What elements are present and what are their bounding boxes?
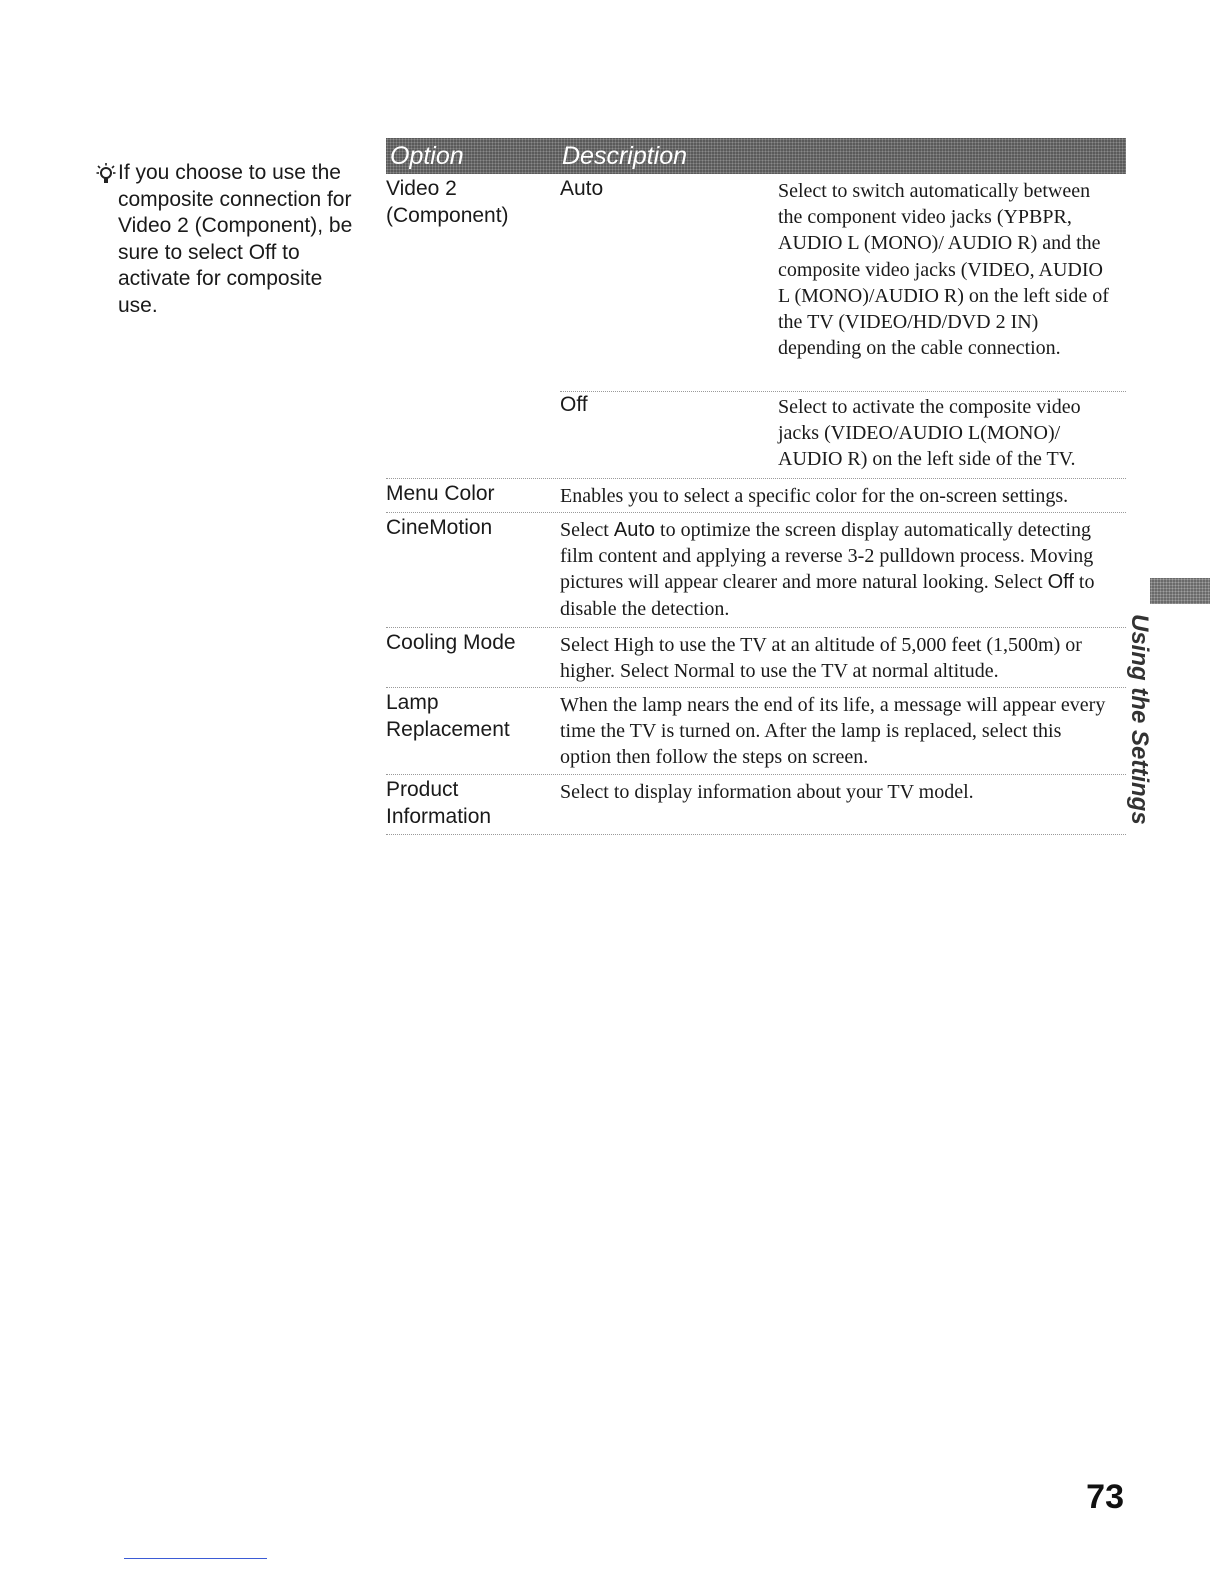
row-lamp-replacement xyxy=(386,688,1126,775)
desc-cinemotion: Select Auto to optimize the screen display automatically detecting film content and applying a reverse 3-2 pulldown process. Moving pictures will appear clearer and more natural looking. Select Off to disable the detection. xyxy=(560,519,1095,620)
option-cooling-mode: Cooling Mode xyxy=(386,631,516,654)
cinemotion-off-word: Off xyxy=(1047,571,1074,594)
side-tab-label: Using the Settings xyxy=(1126,614,1153,825)
option-product-information: Product Information xyxy=(386,778,492,828)
page-number: 73 xyxy=(1086,1478,1124,1516)
desc-lamp-replacement: When the lamp nears the end of its life, a message will appear every time the TV is turned on. After the lamp is replaced, select this option then follow the steps on screen. xyxy=(560,694,1106,769)
row-product-information xyxy=(386,775,1126,835)
desc-product-information: Select to display information about your TV model. xyxy=(560,781,974,803)
option-menu-color: Menu Color xyxy=(386,482,495,505)
desc-menu-color: Enables you to select a specific color for the on-screen settings. xyxy=(560,485,1069,507)
footer-rule xyxy=(124,1558,267,1559)
desc-cooling-mode: Select High to use the TV at an altitude of 5,000 feet (1,500m) or higher. Select Normal to use the TV at normal altitude. xyxy=(560,634,1082,683)
sub-separator xyxy=(560,391,1126,392)
table-header xyxy=(386,138,1126,174)
row-cinemotion xyxy=(386,513,1126,628)
option-video2: Video 2 (Component) xyxy=(386,177,509,227)
suboption-off: Off xyxy=(560,393,588,416)
desc-video2-auto: Select to switch automatically between the component video jacks (YPBPR, AUDIO L (MONO)/ AUDIO R) and the composite video jacks (VIDEO, AUDIO L (MONO)/AUDIO R) on the left side of the TV (VIDEO/HD/DVD 2 IN) depending on the cable connection. xyxy=(778,180,1109,360)
lightbulb-icon xyxy=(96,162,116,188)
cinemotion-auto-word: Auto xyxy=(613,519,656,541)
option-cinemotion: CineMotion xyxy=(386,516,493,539)
desc-video2-off: Select to activate the composite video jacks (VIDEO/AUDIO L(MONO)/ AUDIO R) on the left side of the TV. xyxy=(778,396,1081,471)
row-menu-color xyxy=(386,479,1126,513)
row-video2 xyxy=(386,174,1126,479)
tip-text: If you choose to use the composite connection for Video 2 (Component), be sure to select Off to activate for composite use. xyxy=(118,161,353,317)
suboption-auto: Auto xyxy=(560,177,604,200)
side-tab-marker xyxy=(1150,578,1210,604)
header-description: Description xyxy=(562,142,688,170)
options-table xyxy=(386,138,1126,835)
header-option: Option xyxy=(390,142,464,170)
option-lamp-replacement: Lamp Replacement xyxy=(386,691,510,741)
row-cooling-mode xyxy=(386,628,1126,688)
